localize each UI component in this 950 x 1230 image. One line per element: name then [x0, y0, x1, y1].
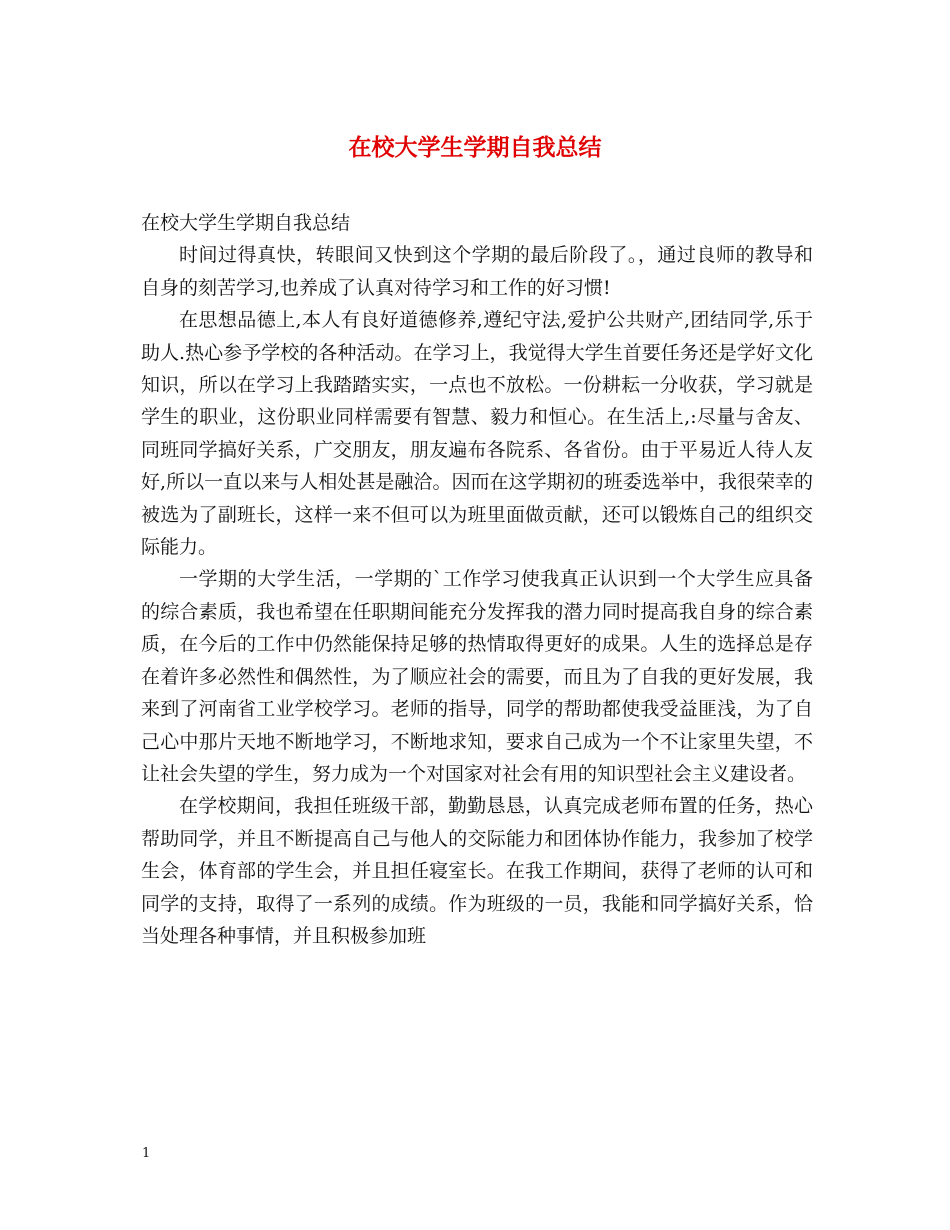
document-title: 在校大学生学期自我总结	[348, 134, 602, 161]
paragraph-4: 在学校期间，我担任班级干部，勤勤恳恳，认真完成老师布置的任务，热心帮助同学，并且不断提高自己与他人的交际能力和团体协作能力，我参加了校学生会，体育部的学生会，并且担任寝室长。在我工作期间，获得了老师的认可和同学的支持，取得了一系列的成绩。作为班级的一员，我能和同学搞好关系，恰当处理各种事情，并且积极参加班	[141, 795, 813, 947]
document-subtitle: 在校大学生学期自我总结	[141, 212, 351, 234]
paragraph-3: 一学期的大学生活，一学期的`工作学习使我真正认识到一个大学生应具备的综合素质，我也希望在任职期间能充分发挥我的潜力同时提高我自身的综合素质，在今后的工作中仍然能保持足够的热情取得更好的成果。人生的选择总是存在着许多必然性和偶然性，为了顺应社会的需要，而且为了自我的更好发展，我来到了河南省工业学校学习。老师的指导，同学的帮助都使我受益匪浅，为了自己心中那片天地不断地学习，不断地求知，要求自己成为一个不让家里失望，不让社会失望的学生，努力成为一个对国家对社会有用的知识型社会主义建设者。	[141, 568, 813, 785]
page-number: 1	[142, 1146, 151, 1161]
paragraph-1: 时间过得真快，转眼间又快到这个学期的最后阶段了。，通过良师的教导和自身的刻苦学习,也养成了认真对待学习和工作的好习惯!	[141, 244, 813, 299]
paragraph-2: 在思想品德上,本人有良好道德修养,遵纪守法,爱护公共财产,团结同学,乐于助人.热心参予学校的各种活动。在学习上，我觉得大学生首要任务还是学好文化知识，所以在学习上我踏踏实实，一点也不放松。一份耕耘一分收获，学习就是学生的职业，这份职业同样需要有智慧、毅力和恒心。在生活上,:尽量与舍友、同班同学搞好关系，广交朋友，朋友遍布各院系、各省份。由于平易近人待人友好,所以一直以来与人相处甚是融洽。因而在这学期初的班委选举中，我很荣幸的被选为了副班长，这样一来不但可以为班里面做贡献，还可以锻炼自己的组织交际能力。	[141, 309, 813, 559]
document-body	[141, 207, 813, 952]
